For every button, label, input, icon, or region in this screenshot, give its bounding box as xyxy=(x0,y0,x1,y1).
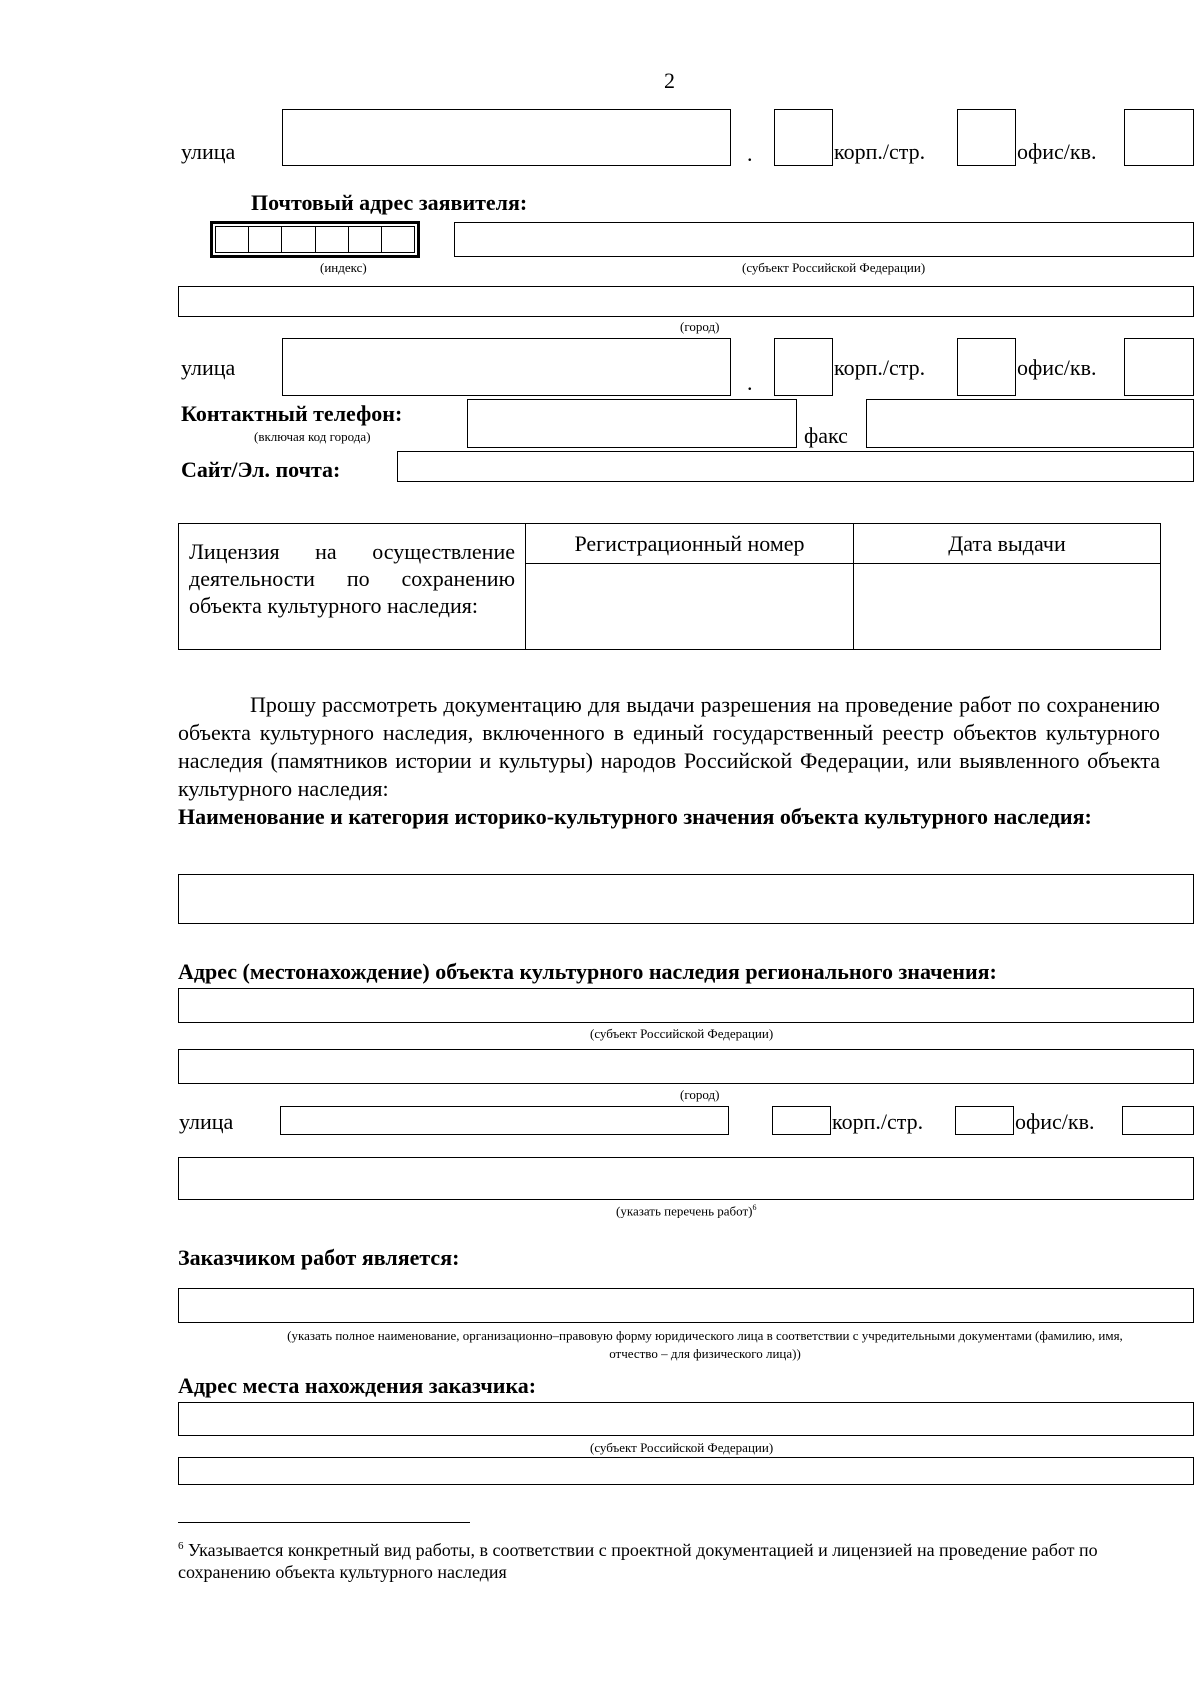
request-paragraph: Прошу рассмотреть документацию для выдачи разрешения на проведение работ по сохранению объекта культурного наследия, включенного в единый государственный реестр объектов культурного наследия (памятников истории и культуры) народов Российской Федерации, или выявленного объекта культурного наследия: xyxy=(178,692,1160,801)
issue-date-header xyxy=(854,524,1161,564)
postal-building-label: корп./стр. xyxy=(834,355,926,380)
object-street-label: улица xyxy=(179,1109,234,1134)
index-cell[interactable] xyxy=(382,226,415,253)
footnote xyxy=(178,1535,1148,1583)
postal-house-field[interactable] xyxy=(774,338,833,396)
index-cell[interactable] xyxy=(349,226,382,253)
street-label: улица xyxy=(181,139,236,164)
index-cell[interactable] xyxy=(316,226,349,253)
customer-subject-caption: (субъект Российской Федерации) xyxy=(590,1440,774,1455)
object-subject-field[interactable] xyxy=(178,988,1194,1023)
postal-street-field[interactable] xyxy=(282,338,731,396)
footnote-text: Указывается конкретный вид работы, в соответствии с проектной документацией и лицензией на проведение работ по сохранению объекта культурного наследия xyxy=(178,1540,1098,1582)
phone-note: (включая код города) xyxy=(254,429,371,444)
customer-caption: (указать полное наименование, организационно–правовую форму юридического лица в соответствии с учредительными документами (фамилию, имя, отчество – для физического лица)) xyxy=(287,1328,1123,1361)
customer-city-field[interactable] xyxy=(178,1457,1194,1485)
footnote-separator xyxy=(178,1522,470,1523)
object-office-field[interactable] xyxy=(1122,1106,1194,1135)
customer-address-heading: Адрес места нахождения заказчика: xyxy=(178,1373,537,1398)
site-email-field[interactable] xyxy=(397,451,1194,482)
customer-field[interactable] xyxy=(178,1288,1194,1323)
postal-street-label: улица xyxy=(181,355,236,380)
object-house-field[interactable] xyxy=(772,1106,831,1135)
building-label: корп./стр. xyxy=(834,139,926,164)
page-number: 2 xyxy=(664,68,675,93)
object-city-caption: (город) xyxy=(680,1087,720,1102)
object-subject-caption: (субъект Российской Федерации) xyxy=(590,1026,774,1041)
works-list-field[interactable] xyxy=(178,1157,1194,1200)
postal-city-field[interactable] xyxy=(178,286,1194,317)
reg-number-header xyxy=(526,524,854,564)
dot-separator: . xyxy=(747,370,753,395)
object-name-field[interactable] xyxy=(178,874,1194,924)
postal-subject-caption: (субъект Российской Федерации) xyxy=(742,260,926,275)
works-caption: (указать перечень работ)$^6$ xyxy=(616,1203,757,1219)
phone-field[interactable] xyxy=(467,399,797,448)
works-footnote-mark: 6 xyxy=(752,1203,757,1212)
office-label: офис/кв. xyxy=(1017,139,1097,164)
issue-date-header-text: Дата выдачи xyxy=(948,530,1066,556)
license-row-label: Лицензия на осуществление деятельности по сохранению объекта культурного наследия: xyxy=(189,539,515,618)
license-row-label-cell xyxy=(179,524,526,650)
site-email-label: Сайт/Эл. почта: xyxy=(181,457,341,482)
index-cell[interactable] xyxy=(215,226,249,253)
index-caption: (индекс) xyxy=(320,260,367,275)
phone-label: Контактный телефон: xyxy=(181,401,403,426)
index-cell[interactable] xyxy=(249,226,282,253)
postal-office-label: офис/кв. xyxy=(1017,355,1097,380)
fax-label: факс xyxy=(804,423,848,448)
customer-subject-field[interactable] xyxy=(178,1402,1194,1436)
footnote-mark: 6 xyxy=(178,1540,184,1552)
object-building-field[interactable] xyxy=(955,1106,1014,1135)
object-building-label: корп./стр. xyxy=(832,1109,924,1134)
postal-building-field[interactable] xyxy=(957,338,1016,396)
index-cell[interactable] xyxy=(282,226,315,253)
street-field[interactable] xyxy=(282,109,731,166)
dot-separator: . xyxy=(747,141,753,166)
reg-number-cell[interactable] xyxy=(526,564,854,650)
fax-field[interactable] xyxy=(866,399,1194,448)
customer-heading: Заказчиком работ является: xyxy=(178,1245,460,1270)
object-city-field[interactable] xyxy=(178,1049,1194,1084)
postal-index-field[interactable] xyxy=(210,221,420,258)
postal-office-field[interactable] xyxy=(1124,338,1194,396)
building-field[interactable] xyxy=(957,109,1016,166)
postal-address-heading: Почтовый адрес заявителя: xyxy=(251,190,528,215)
office-field[interactable] xyxy=(1124,109,1194,166)
object-name-heading: Наименование и категория историко-культурного значения объекта культурного наследия: xyxy=(178,804,1092,829)
house-field[interactable] xyxy=(774,109,833,166)
issue-date-cell[interactable] xyxy=(854,564,1161,650)
postal-subject-field[interactable] xyxy=(454,222,1194,257)
object-street-field[interactable] xyxy=(280,1106,729,1135)
object-office-label: офис/кв. xyxy=(1015,1109,1095,1134)
reg-number-header-text: Регистрационный номер xyxy=(574,530,805,556)
object-address-heading: Адрес (местонахождение) объекта культурного наследия регионального значения: xyxy=(178,959,997,984)
license-table xyxy=(178,523,1161,650)
postal-city-caption: (город) xyxy=(680,319,720,334)
